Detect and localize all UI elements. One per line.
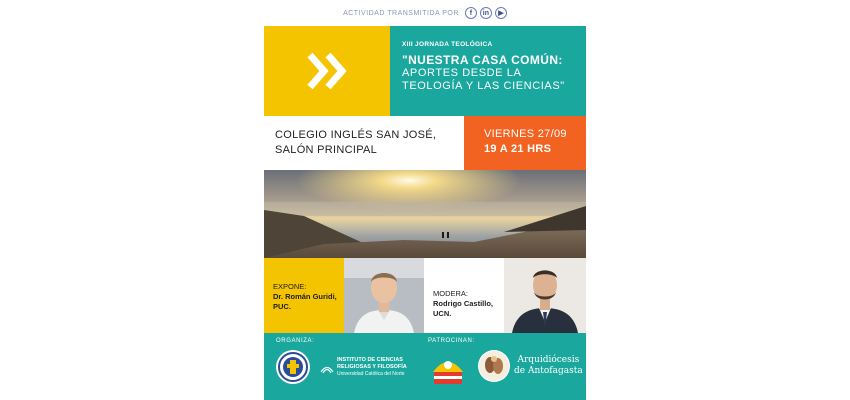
ucn-seal-logo xyxy=(276,350,310,384)
hero-yellow-block xyxy=(264,26,390,116)
colegio-crest-logo xyxy=(429,350,467,388)
event-title-line2: APORTES DESDE LA xyxy=(402,67,522,79)
modera-label: MODERA: xyxy=(433,289,469,298)
double-chevron-right-icon xyxy=(304,51,350,91)
speaker-modera-photo xyxy=(504,258,586,333)
instituto-logo xyxy=(320,357,407,378)
organiza-label: ORGANIZA: xyxy=(276,338,315,344)
hero-title-block xyxy=(390,26,586,116)
facebook-icon[interactable]: f xyxy=(465,7,477,19)
broadcast-bar xyxy=(264,4,586,22)
youtube-icon[interactable]: ▶ xyxy=(495,7,507,19)
speaker-modera-block xyxy=(424,258,504,333)
instituto-line2: RELIGIOSAS Y FILOSOFÍA xyxy=(337,364,407,370)
event-title-line1: "NUESTRA CASA COMÚN: xyxy=(402,53,563,67)
patrocinan-label: PATROCINAN: xyxy=(428,338,475,344)
event-poster xyxy=(264,0,586,400)
venue-room: SALÓN PRINCIPAL xyxy=(275,144,378,156)
modera-name: Rodrigo Castillo, xyxy=(433,299,493,308)
instituto-line3: Universidad Católica del Norte xyxy=(337,371,405,377)
date-block xyxy=(464,116,586,170)
modera-org: UCN. xyxy=(433,309,452,318)
expone-name: Dr. Román Guridi, xyxy=(273,292,337,301)
event-eyebrow: XIII JORNADA TEOLÓGICA xyxy=(402,41,493,48)
arquidiocesis-emblem-logo xyxy=(478,350,510,382)
event-date: VIERNES 27/09 xyxy=(484,128,567,140)
speaker-expone-photo xyxy=(344,258,424,333)
arquidiocesis-line1: Arquidiócesis xyxy=(517,355,580,365)
broadcast-label: ACTIVIDAD TRANSMITIDA POR xyxy=(343,9,459,17)
speaker-expone-block xyxy=(264,258,344,333)
instituto-line1: INSTITUTO DE CIENCIAS xyxy=(337,357,403,363)
venue-block xyxy=(264,116,464,170)
speakers-row xyxy=(264,258,586,333)
event-title-line3: TEOLOGÍA Y LAS CIENCIAS" xyxy=(402,80,565,92)
sunset-dunes-photo xyxy=(264,170,586,258)
expone-org: PUC. xyxy=(273,302,291,311)
instituto-emblem-icon xyxy=(320,361,334,375)
linkedin-icon[interactable]: in xyxy=(480,7,492,19)
arquidiocesis-line2: de Antofagasta xyxy=(514,366,583,376)
arquidiocesis-wordmark xyxy=(514,355,583,377)
expone-label: EXPONE: xyxy=(273,282,307,291)
venue-name: COLEGIO INGLÉS SAN JOSÉ, xyxy=(275,129,437,141)
event-time: 19 A 21 HRS xyxy=(484,143,552,155)
footer-logos xyxy=(264,333,586,400)
